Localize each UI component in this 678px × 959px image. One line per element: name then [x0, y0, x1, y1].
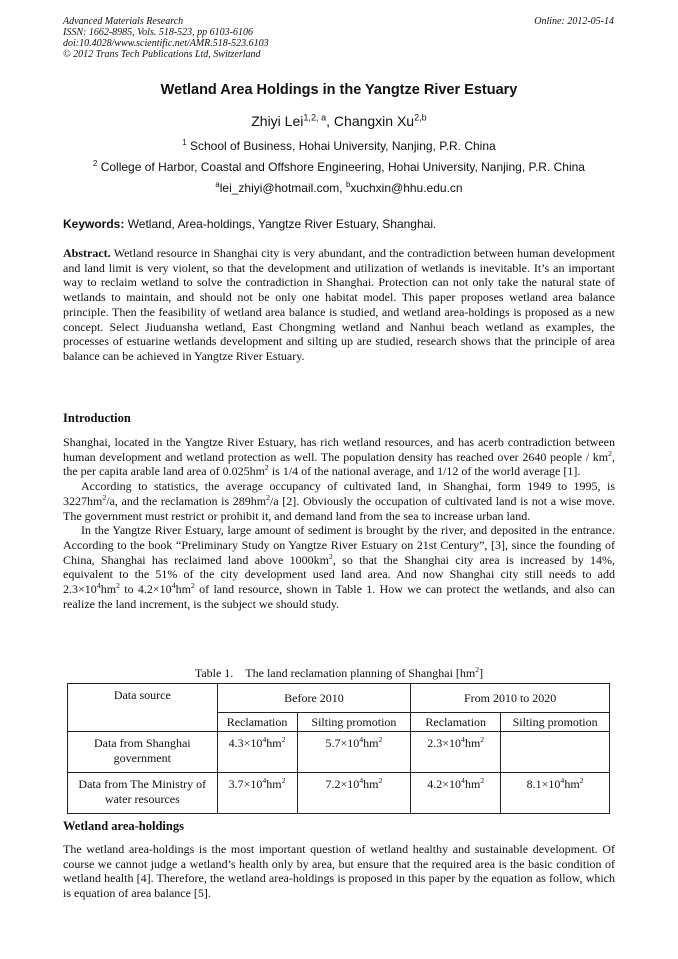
cell-unit: hm [363, 736, 379, 750]
row-source: Data from The Ministry of water resources [68, 773, 218, 814]
journal-header [63, 16, 269, 60]
superscript: 4 [262, 776, 267, 785]
author-separator: , [326, 113, 334, 129]
affiliation-1 [0, 139, 678, 153]
table-cell [297, 773, 411, 814]
text-run: hm [100, 582, 117, 597]
abstract-label: Abstract. [63, 246, 111, 260]
keywords-text: Wetland, Area-holdings, Yangtze River Estuary, Shanghai. [124, 217, 437, 231]
table-cell [501, 773, 610, 814]
email-sup: b [345, 180, 351, 189]
superscript: 2 [116, 581, 120, 591]
text-run: hm [175, 582, 191, 597]
table-row [68, 773, 610, 814]
text-run: to 4.2×10 [119, 582, 172, 597]
header-data-source: Data source [68, 684, 218, 732]
superscript: 2 [328, 551, 333, 561]
affiliation-2 [0, 160, 678, 174]
online-date: Online: 2012-05-14 [534, 16, 614, 27]
keywords-label: Keywords: [63, 217, 125, 231]
text-run: According to statistics, the average occupancy of cultivated land, in Shanghai, form 1949 to 1995, is 3227hm [63, 479, 615, 508]
abstract [63, 246, 615, 364]
section-heading-introduction: Introduction [63, 411, 131, 425]
table-cell [411, 773, 501, 814]
superscript: 2 [281, 776, 286, 785]
journal-copyright: © 2012 Trans Tech Publications Ltd, Switzerland [63, 49, 261, 60]
author-sup: 2,b [414, 112, 427, 123]
superscript: 4 [96, 581, 101, 591]
cell-value: 2.3×10 [427, 736, 462, 750]
cell-unit: hm [363, 777, 379, 791]
superscript: 2 [608, 448, 612, 458]
superscript: 2 [190, 581, 195, 591]
header-before-2010: Before 2010 [217, 684, 411, 713]
superscript: 2 [475, 665, 480, 674]
superscript: 2 [480, 735, 485, 744]
superscript: 2 [378, 735, 383, 744]
superscript: 4 [171, 581, 176, 591]
affiliation-text: School of Business, Hohai University, Nanjing, P.R. China [186, 139, 496, 153]
journal-name: Advanced Materials Research [63, 16, 184, 27]
cell-unit: hm [266, 736, 282, 750]
author-line [0, 113, 678, 129]
author-sup: 1,2, a [303, 112, 327, 123]
subheader-reclamation: Reclamation [411, 713, 501, 732]
superscript: 2 [281, 735, 286, 744]
caption-text: Table 1. The land reclamation planning of Shanghai [hm [194, 666, 476, 680]
superscript: 4 [359, 776, 364, 785]
table-cell [217, 773, 297, 814]
text-run: is 1/4 of the national average, and 1/12 of the world average [1]. [268, 464, 581, 479]
subheader-reclamation: Reclamation [217, 713, 297, 732]
cell-value: 5.7×10 [325, 736, 360, 750]
table-cell [297, 732, 411, 773]
superscript: 4 [560, 776, 565, 785]
caption-text: ] [479, 666, 484, 680]
superscript: 2 [266, 492, 270, 502]
affiliation-text: College of Harbor, Coastal and Offshore Engineering, Hohai University, Nanjing, P.R. China [97, 160, 585, 174]
text-run: In the Yangtze River Estuary, large amount of sediment is brought by the river, and deposited in the entrance. According to the book “Preliminary Study on Yangtze River Estuary on 21st Century”, [3], since the founding of China, Shanghai has reclaimed land above 1000km [63, 523, 615, 567]
journal-doi: doi:10.4028/www.scientific.net/AMR.518-523.6103 [63, 38, 269, 49]
table-caption [0, 666, 678, 681]
paper-title: Wetland Area Holdings in the Yangtze River Estuary [160, 82, 518, 98]
header-2010-2020: From 2010 to 2020 [411, 684, 610, 713]
table-cell [217, 732, 297, 773]
cell-unit: hm [464, 777, 481, 791]
cell-value: 4.3×10 [228, 736, 263, 750]
reclamation-table [67, 683, 610, 814]
superscript: 4 [262, 735, 267, 744]
cell-value: 3.7×10 [228, 777, 263, 791]
cell-value: 4.2×10 [427, 777, 462, 791]
email-link[interactable]: lei_zhiyi@hotmail.com, [219, 181, 346, 195]
table-row [68, 732, 610, 773]
email-link[interactable]: xuchxin@hhu.edu.cn [350, 181, 463, 195]
subheader-silting: Silting promotion [297, 713, 411, 732]
journal-issn: ISSN: 1662-8985, Vols. 518-523, pp 6103-6106 [63, 27, 253, 38]
superscript: 2 [480, 776, 485, 785]
superscript: 2 [102, 492, 107, 502]
author-name: Zhiyi Lei [251, 113, 304, 129]
text-run: Shanghai, located in the Yangtze River Estuary, has rich wetland resources, and has acerb contradiction between human development and wetland protection as well. The population density has reached over 2640 people / km [63, 435, 615, 464]
subheader-silting: Silting promotion [501, 713, 610, 732]
superscript: 2 [264, 463, 269, 473]
text-run: , the per capita arable land area of 0.025hm [63, 449, 615, 479]
paragraph [63, 435, 615, 479]
table-cell [411, 732, 501, 773]
cell-unit: hm [564, 777, 580, 791]
superscript: 4 [359, 735, 364, 744]
keywords [63, 217, 436, 231]
table-cell-empty [501, 732, 610, 773]
text-run: /a [2]. Obviously the occupation of cultivated land is not a wise move. The government must restrict or prohibit it, and demand land from the sea to increase urban land. [63, 493, 615, 523]
text-run: , so that the Shanghai city area is increased by 14%, equivalent to the 51% of the city development used land area. And now Shanghai city still needs to add 2.3×10 [63, 552, 615, 597]
cell-unit: hm [266, 777, 282, 791]
author-name: Changxin Xu [333, 113, 415, 129]
cell-value: 7.2×10 [325, 777, 360, 791]
abstract-text: Wetland resource in Shanghai city is very abundant, and the contradiction between human development and land limit is very violent, so that the development and utilization of wetlands is inevitable. It’s an important way to reclaim wetland to solve the contradiction in Shanghai. Protection can not only take the natural state of wetlands to maintain, and should not be only one habitat model. This paper proposes wetland area balance principle. Then the feasibility of wetland area balance is studied, and wetland area-holdings is proposed as a new concept. Select Jiuduansha wetland, East Chongming wetland and Nanhui beach wetland as examples, the processes of estuarine wetlands development and silting up are studied, research shows that the principle of area balance can be achieved in Yangtze River Estuary. [63, 246, 615, 363]
paragraph [63, 479, 615, 523]
superscript: 4 [461, 776, 465, 785]
paragraph [63, 523, 615, 611]
cell-value: 8.1×10 [526, 777, 561, 791]
author-emails [0, 181, 678, 195]
text-run: of land resource, shown in Table 1. How we can protect the wetlands, and also can realize the land increment, is the subject we should study. [63, 582, 615, 611]
superscript: 2 [378, 776, 383, 785]
row-source: Data from Shanghai government [68, 732, 218, 773]
text-run: /a, and the reclamation is 289hm [106, 493, 267, 508]
affiliation-sup: 2 [93, 159, 98, 168]
section-heading-wetland-area-holdings: Wetland area-holdings [63, 819, 184, 833]
email-sup: a [215, 180, 220, 189]
introduction-body [63, 435, 615, 611]
superscript: 2 [579, 776, 584, 785]
affiliation-sup: 1 [182, 138, 187, 147]
wetland-area-holdings-body: The wetland area-holdings is the most important question of wetland healthy and sustainable development. Of course we cannot judge a wetland’s health only by area, but ensure that the required area is the basic condition of wetland health [4]. Therefore, the wetland area-holdings is proposed in this paper by the equation as follow, which is equation of area balance [5]. [63, 842, 615, 901]
cell-unit: hm [464, 736, 481, 750]
superscript: 4 [461, 735, 465, 744]
